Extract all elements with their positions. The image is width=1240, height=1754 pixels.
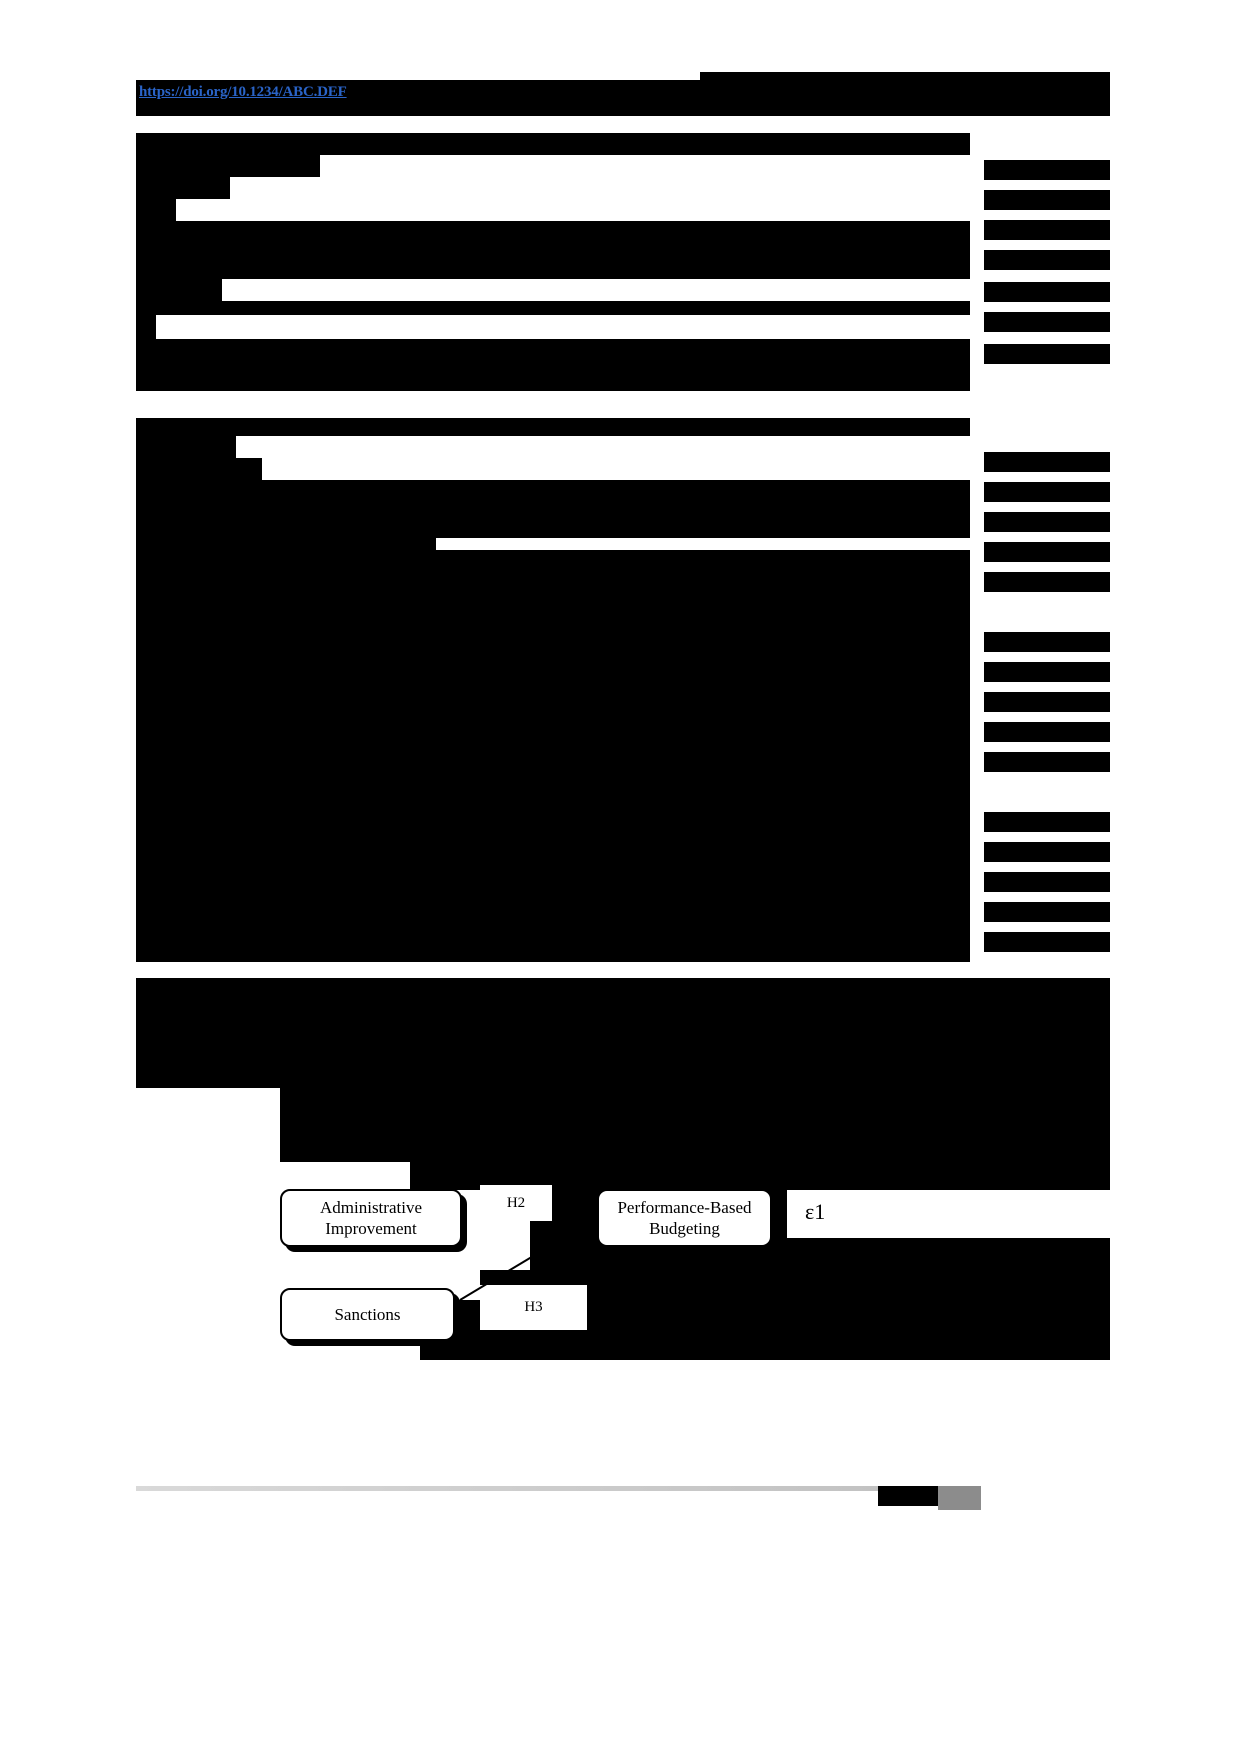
redaction-bar bbox=[136, 912, 970, 926]
redaction-bar bbox=[176, 844, 970, 864]
redaction-bar bbox=[136, 940, 970, 962]
redaction-bar bbox=[136, 800, 970, 822]
redaction-bar bbox=[136, 844, 176, 864]
redaction-bar bbox=[136, 714, 970, 750]
redaction-bar bbox=[280, 1088, 1110, 1162]
node-label-line1: Performance-Based bbox=[617, 1197, 752, 1217]
redaction-bar bbox=[984, 842, 1110, 862]
redaction-bar bbox=[136, 436, 236, 458]
redaction-bar bbox=[310, 926, 970, 940]
redaction-bar bbox=[136, 666, 970, 714]
redaction-bar bbox=[136, 301, 970, 315]
redaction-bar bbox=[136, 772, 970, 800]
redaction-bar bbox=[136, 926, 310, 940]
redaction-bar bbox=[490, 1022, 1110, 1044]
path-label-h2-text: H2 bbox=[506, 1194, 526, 1211]
redaction-bar bbox=[984, 572, 1110, 592]
path-label-h3-text: H3 bbox=[524, 1299, 543, 1315]
redaction-bar bbox=[984, 190, 1110, 210]
redaction-bar bbox=[136, 890, 260, 912]
redaction-bar bbox=[136, 221, 970, 279]
doi-link[interactable]: https://doi.org/10.1234/ABC.DEF bbox=[139, 84, 347, 100]
node-label-line2: Improvement bbox=[325, 1219, 417, 1238]
redaction-bar bbox=[260, 890, 970, 912]
redaction-bar bbox=[984, 482, 1110, 502]
redaction-bar bbox=[136, 199, 176, 221]
redaction-bar bbox=[208, 1000, 1110, 1022]
redaction-bar bbox=[984, 542, 1110, 562]
path-label-h2 bbox=[480, 1185, 552, 1221]
redaction-bar bbox=[136, 978, 1110, 1000]
redaction-bar bbox=[984, 220, 1110, 240]
footer-page-number-box bbox=[938, 1486, 981, 1510]
redaction-bar bbox=[984, 872, 1110, 892]
redaction-bar bbox=[420, 1342, 1110, 1360]
diagram-node-performance-based-budgeting[interactable] bbox=[597, 1189, 772, 1247]
redaction-bar bbox=[136, 315, 156, 339]
redaction-bar bbox=[984, 632, 1110, 652]
redaction-bar bbox=[136, 750, 970, 772]
redaction-bar bbox=[136, 1044, 1110, 1066]
redaction-bar bbox=[136, 550, 970, 634]
redaction-bar bbox=[984, 282, 1110, 302]
redaction-bar bbox=[136, 279, 222, 301]
redaction-bar bbox=[136, 458, 262, 480]
footer-rule bbox=[136, 1486, 981, 1491]
redaction-bar bbox=[984, 752, 1110, 772]
redaction-bar bbox=[984, 250, 1110, 270]
redaction-bar bbox=[136, 822, 152, 844]
redaction-bar bbox=[136, 155, 320, 177]
diagram-node-sanctions[interactable] bbox=[280, 1288, 455, 1341]
redaction-bar bbox=[984, 512, 1110, 532]
redaction-bar bbox=[136, 177, 230, 199]
redaction-bar bbox=[136, 538, 436, 550]
redaction-bar bbox=[984, 902, 1110, 922]
redaction-bar bbox=[136, 1000, 208, 1022]
redaction-bar bbox=[152, 1066, 1110, 1088]
diagram-connector-h3 bbox=[440, 1240, 580, 1310]
redaction-bar bbox=[984, 344, 1110, 364]
redaction-bar bbox=[136, 480, 970, 508]
redaction-bar bbox=[984, 312, 1110, 332]
redaction-bar bbox=[984, 452, 1110, 472]
redaction-bar bbox=[136, 133, 970, 155]
redaction-bar bbox=[136, 1022, 490, 1044]
redaction-bar bbox=[136, 634, 970, 666]
redaction-bar bbox=[984, 932, 1110, 952]
node-label-line2: Budgeting bbox=[649, 1219, 720, 1238]
redaction-bar bbox=[984, 692, 1110, 712]
redaction-bar bbox=[136, 418, 970, 436]
redaction-bar bbox=[984, 722, 1110, 742]
header-title-redaction bbox=[700, 72, 1110, 102]
redaction-bar bbox=[136, 1066, 152, 1088]
error-term-plate bbox=[787, 1190, 1112, 1238]
redaction-bar bbox=[152, 822, 970, 844]
node-label-line1: Sanctions bbox=[334, 1304, 401, 1324]
redaction-bar bbox=[136, 864, 970, 890]
redaction-bar bbox=[136, 508, 970, 538]
error-term-epsilon1: ε1 bbox=[805, 1199, 826, 1224]
redaction-bar bbox=[984, 662, 1110, 682]
redaction-bar bbox=[984, 812, 1110, 832]
redaction-bar bbox=[136, 339, 970, 391]
diagram-node-administrative-improvement[interactable] bbox=[280, 1189, 462, 1247]
node-label-line1: Administrative bbox=[320, 1197, 422, 1217]
redaction-bar bbox=[984, 160, 1110, 180]
